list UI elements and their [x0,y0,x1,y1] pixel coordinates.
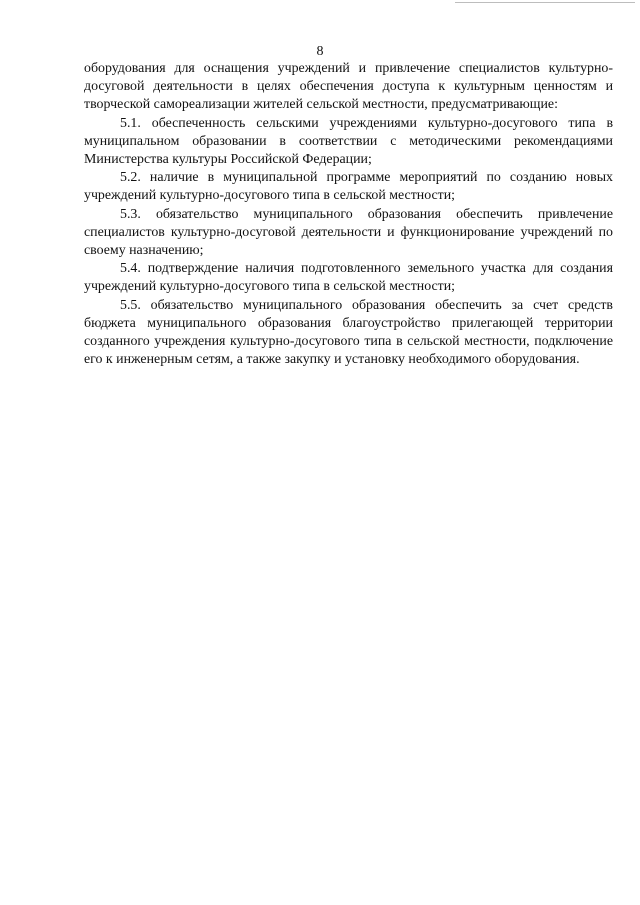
paragraph-5-2: 5.2. наличие в муниципальной программе мероприятий по созданию новых учреждений культурно-досугового типа в сельской местности; [84,170,613,204]
top-rule-divider [455,2,635,3]
page-number: 8 [316,44,324,59]
paragraph-5-3: 5.3. обязательство муниципального образования обеспечить привлечение специалистов культурно-досуговой деятельности и функционирование учреждений по своему назначению; [84,206,613,259]
paragraph-intro: оборудования для оснащения учреждений и привлечение специалистов культурно-досуговой деятельности в целях обеспечения доступа к культурным ценностям и творческой самореализации жителей сельской местности, предусматривающие: [84,61,613,113]
document-body [84,60,613,369]
paragraph-5-1: 5.1. обеспеченность сельскими учреждениями культурно-досугового типа в муниципальном образовании в соответствии с методическими рекомендациями Министерства культуры Российской Федерации; [84,115,613,168]
paragraph-5-4: 5.4. подтверждение наличия подготовленного земельного участка для создания учреждений культурно-досугового типа в сельской местности; [84,261,613,295]
paragraph-5-5: 5.5. обязательство муниципального образования обеспечить за счет средств бюджета муниципального образования благоустройство прилегающей территории созданного учреждения культурно-досугового типа в сельской местности, подключение его к инженерным сетям, а также закупку и установку необходимого оборудования. [84,297,613,368]
